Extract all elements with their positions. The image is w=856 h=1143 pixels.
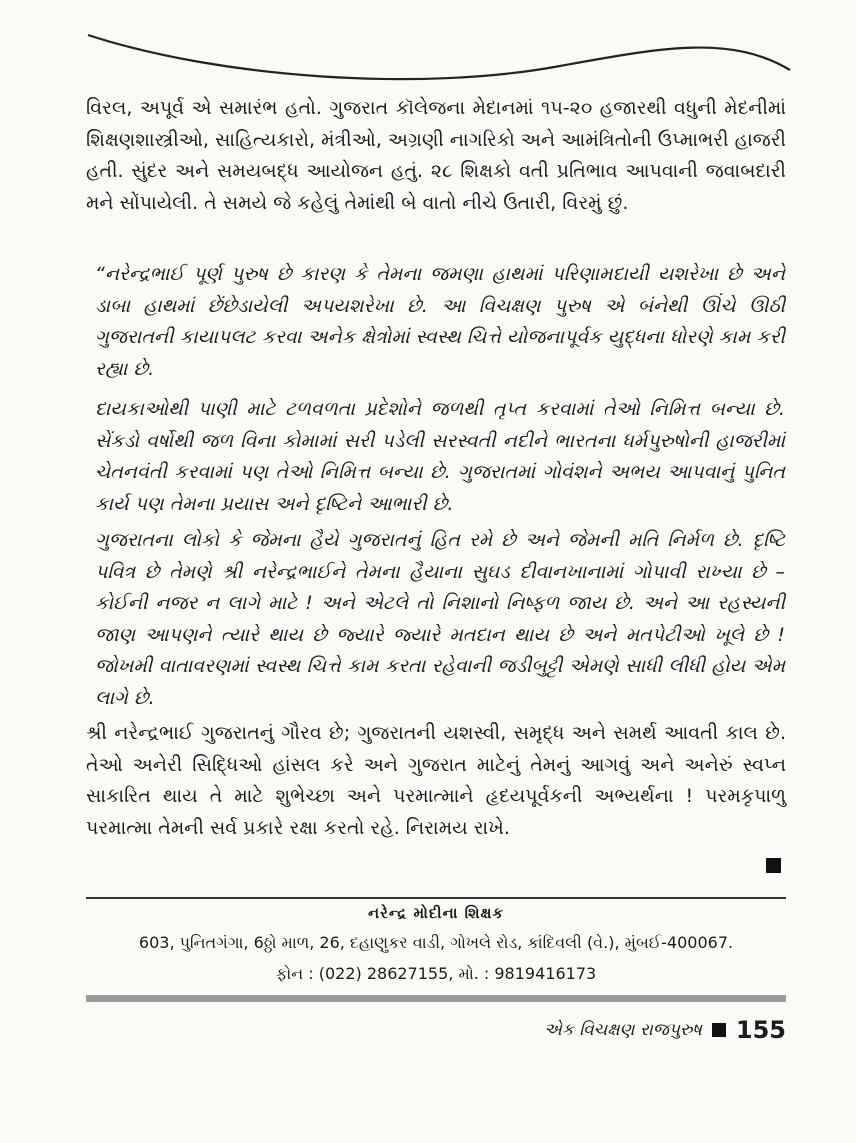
intro-paragraph: વિરલ, અપૂર્વ એ સમારંભ હતો. ગુજરાત કૉલેજના મેદાનમાં ૧૫-૨૦ હજારથી વધુની મેદનીમાં શિક્ષણશાસ્ત્રીઓ, સાહિત્યકારો, મંત્રીઓ, અગ્રણી નાગરિકો અને આમંત્રિતોની ઉપ્માભરી હાજરી હતી. સુંદર અને સમયબદ્ધ આયોજન હતું. ૨૮ શિક્ષકો વતી પ્રતિભાવ આપવાની જવાબદારી મને સોંપાયેલી. તે સમયે જે કહેલું તેમાંથી બે વાતો નીચે ઉતારી, વિરમું છું. [86,97,786,214]
page-footer [544,1016,786,1044]
end-mark [766,858,781,873]
author-phone: ફોન : (022) 28627155, મો. : 9819416173 [275,964,597,983]
decorative-wave [0,0,856,100]
quote-paragraph-2: દાયકાઓથી પાણી માટે ટળવળતા પ્રદેશોને જળથી તૃપ્ત કરવામાં તેઓ નિમિત્ત બન્યા છે. સેંકડો વર્ષોથી જળ વિના કોમામાં સરી પડેલી સરસ્વતી નદીને ભારતના ધર્મપુરુષોની હાજરીમાં ચેતનવંતી કરવામાં પણ તેઓ નિમિત્ત બન્યા છે. ગુજરાતમાં ગોવંશને અભય આપવાનું પુનિત કાર્ય પણ તેમના પ્રયાસ અને દૃષ્ટિને આભારી છે. [95,398,785,515]
divider-line [86,897,786,899]
quote-paragraph-1: “નરેન્દ્રભાઈ પૂર્ણ પુરુષ છે કારણ કે તેમના જમણા હાથમાં પરિણામદાયી યશરેખા છે અને ડાબા હાથમાં છેંછેડાયેલી અપયશરેખા છે. આ વિચક્ષણ પુરુષ એ બંનેથી ઊંચે ઊઠી ગુજરાતની કાયાપલટ કરવા અનેક ક્ષેત્રોમાં સ્વસ્થ ચિત્તે યોજનાપૂર્વક યુદ્ધના ધોરણે કામ કરી રહ્યા છે. [95,263,785,380]
author-credit-title: નરેન્દ્ર મોદીના શિક્ષક [367,904,505,922]
quote-paragraph-3: ગુજરાતના લોકો કે જેમના હૈયે ગુજરાતનું હિત રમે છે અને જેમની મતિ નિર્મળ છે. દૃષ્ટિ પવિત્ર છે તેમણે શ્રી નરેન્દ્રભાઈને તેમના હૈયાના સુઘડ દીવાનખાનામાં ગોપાવી રાખ્યા છે – કોઈની નજર ન લાગે માટે ! અને એટલે તો નિશાનો નિષ્ફળ જાય છે. અને આ રહસ્યની જાણ આપણને ત્યારે થાય છે જ્યારે જ્યારે મતદાન થાય છે અને મતપેટીઓ ખૂલે છે ! જોખમી વાતાવરણમાં સ્વસ્થ ચિત્તે કામ કરતા રહેવાની જડીબુટ્ટી એમણે સાધી લીધી હોય એમ લાગે છે. [95,529,785,709]
page-number: 155 [735,1016,786,1044]
book-title: એક વિચક્ષણ રાજપુરુષ [543,1020,702,1040]
author-address: 603, પુનિતગંગા, 6ઠ્ઠો માળ, 26, દહાણુકર વાડી, ગોખલે રોડ, કાંદિવલી (વે.), મુંબઈ-400067. [138,933,734,952]
divider-thick [86,995,786,1002]
footer-square-mark [712,1023,726,1037]
closing-paragraph: શ્રી નરેન્દ્રભાઈ ગુજરાતનું ગૌરવ છે; ગુજરાતની યશસ્વી, સમૃદ્ધ અને સમર્થ આવતી કાલ છે. તેઓ અનેરી સિદ્ધિઓ હાંસલ કરે અને ગુજરાત માટેનું તેમનું આગવું અને અનેરું સ્વપ્ન સાકારિત થાય તે માટે શુભેચ્છા અને પરમાત્માને હૃદયપૂર્વકની અભ્યર્થના ! પરમકૃપાળુ પરમાત્મા તેમની સર્વ પ્રકારે રક્ષા કરતો રહે. નિરામય રાખે. [86,722,786,839]
